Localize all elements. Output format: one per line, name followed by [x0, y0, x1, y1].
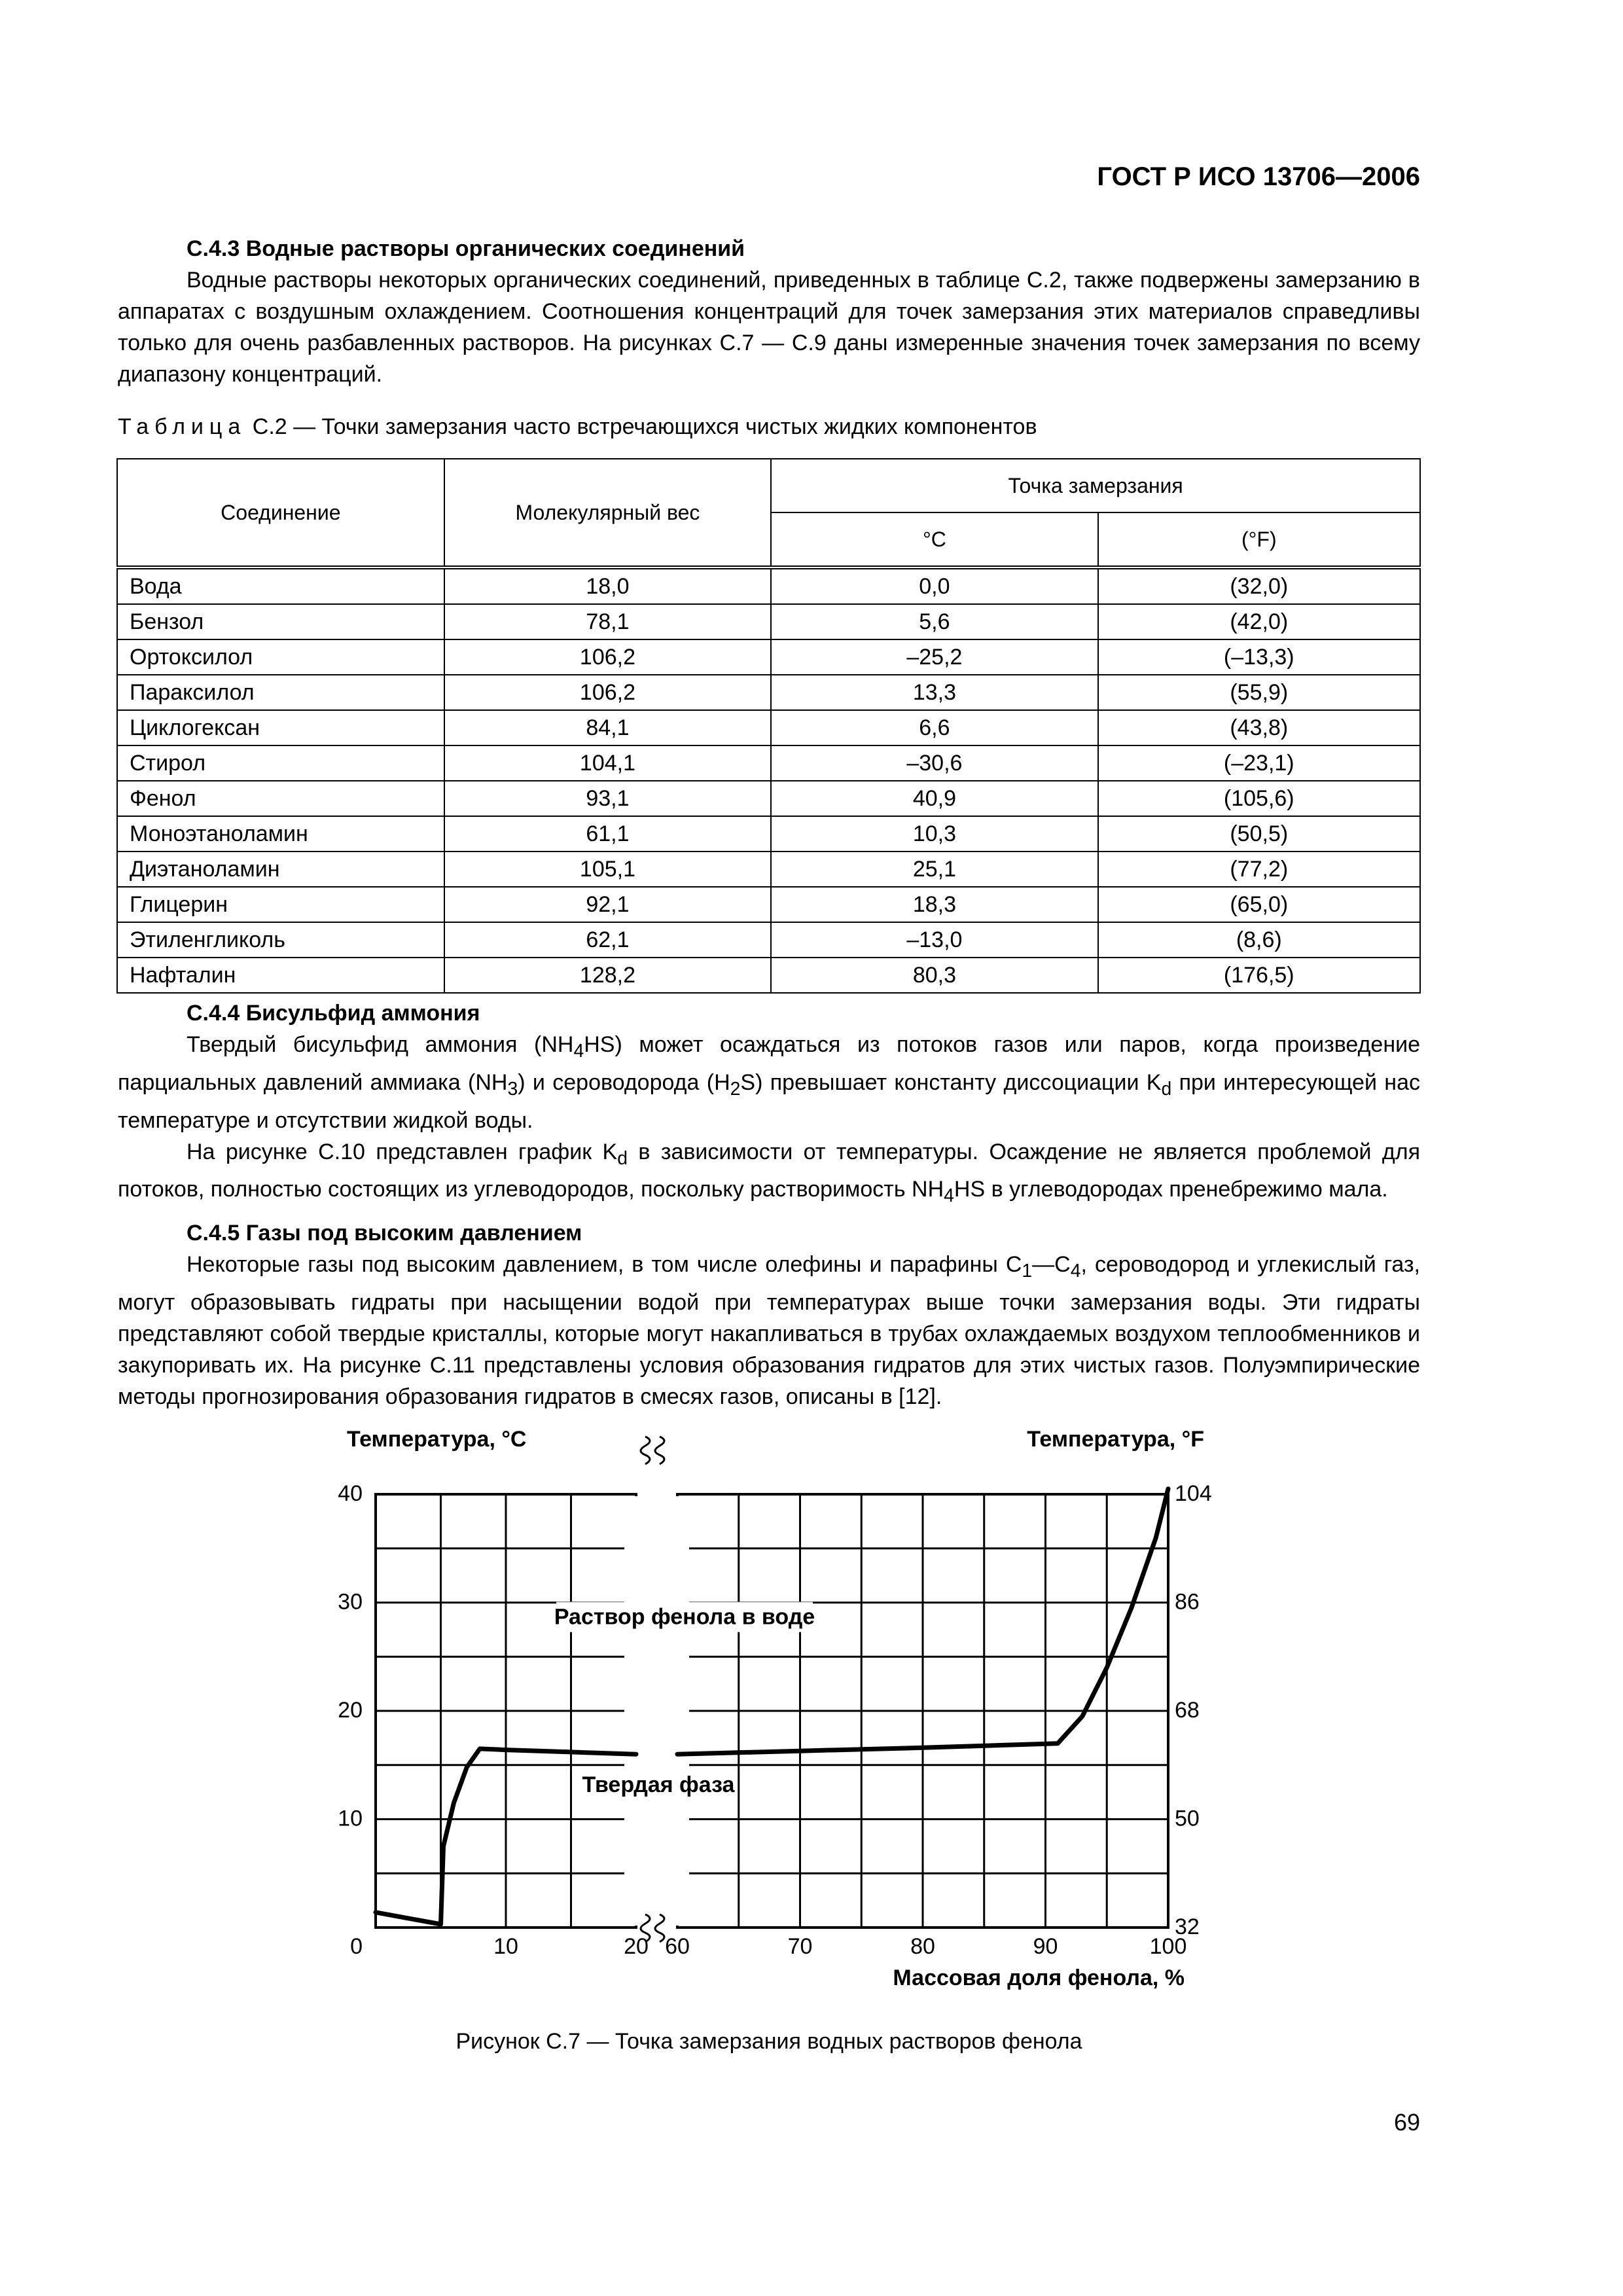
cell-celsius: –30,6: [771, 745, 1097, 781]
cell-celsius: 0,0: [771, 567, 1097, 604]
table-row: [117, 887, 1420, 922]
text-run: HS в углеводородах пренебрежимо мала.: [954, 1177, 1388, 1202]
text-run: Твердый бисульфид аммония (NH: [187, 1032, 574, 1057]
cell-compound: Моноэтаноламин: [117, 816, 444, 852]
x-tick-label: 10: [493, 1934, 518, 1959]
cell-fahrenheit: (176,5): [1098, 958, 1420, 993]
axis-break-gap: [634, 1496, 638, 1926]
cell-molecular-weight: 18,0: [444, 567, 772, 604]
table-row: [117, 958, 1420, 993]
cell-celsius: 80,3: [771, 958, 1097, 993]
cell-compound: Циклогексан: [117, 710, 444, 745]
y-axis-title-right: Температура, °F: [1027, 1427, 1204, 1452]
cell-fahrenheit: (50,5): [1098, 816, 1420, 852]
cell-molecular-weight: 61,1: [444, 816, 772, 852]
cell-fahrenheit: (–23,1): [1098, 745, 1420, 781]
table-row: [117, 675, 1420, 710]
y-tick-label-left: 20: [338, 1698, 363, 1723]
text-run: S) превышает константу диссоциации K: [740, 1069, 1162, 1095]
x-tick-label: 90: [1033, 1934, 1058, 1959]
cell-fahrenheit: (32,0): [1098, 567, 1420, 604]
cell-compound: Нафталин: [117, 958, 444, 993]
cell-molecular-weight: 106,2: [444, 639, 772, 675]
cell-fahrenheit: (65,0): [1098, 887, 1420, 922]
table-row: [117, 922, 1420, 958]
cell-compound: Ортоксилол: [117, 639, 444, 675]
header-molecular-weight: Молекулярный вес: [444, 459, 772, 567]
section-c43: [118, 233, 1420, 390]
cell-compound: Стирол: [117, 745, 444, 781]
figure-caption: Рисунок С.7 — Точка замерзания водных растворов фенола: [455, 2029, 1082, 2054]
table-row: [117, 639, 1420, 675]
cell-molecular-weight: 106,2: [444, 675, 772, 710]
text-run: ) и сероводорода (H: [518, 1069, 730, 1095]
header-celsius: °C: [771, 512, 1097, 567]
axis-break-mark-top: [641, 1437, 650, 1464]
subscript: 2: [730, 1078, 741, 1100]
cell-compound: Фенол: [117, 781, 444, 816]
freezing-points-table: [116, 458, 1421, 994]
x-tick-label: 100: [1149, 1934, 1187, 1959]
y-tick-label-left: 10: [338, 1806, 363, 1831]
table-body: [117, 567, 1420, 993]
cell-celsius: 6,6: [771, 710, 1097, 745]
cell-fahrenheit: (42,0): [1098, 604, 1420, 639]
cell-celsius: 5,6: [771, 604, 1097, 639]
cell-molecular-weight: 104,1: [444, 745, 772, 781]
cell-compound: Вода: [117, 567, 444, 604]
cell-fahrenheit: (43,8): [1098, 710, 1420, 745]
text-run: , сероводород и углекислый газ, могут образовывать гидраты при насыщении водой при температурах выше точки замерзания воды. Эти гидраты представляют собой твердые кристаллы, которые могут накапливаться в трубах охлаждаемых воздухом теплообменников и закупоривать их. На рисунке С.11 представлены условия образования гидратов для этих чистых газов. Полуэмпирические методы прогнозирования образования гидратов в смесях газов, описаны в [12].: [118, 1252, 1420, 1409]
table-row: [117, 852, 1420, 887]
cell-fahrenheit: (–13,3): [1098, 639, 1420, 675]
y-tick-label-left: 30: [338, 1589, 363, 1615]
table-row: [117, 816, 1420, 852]
section-title: С.4.4 Бисульфид аммония: [187, 1001, 480, 1026]
y-axis-title-left: Температура, °C: [347, 1427, 527, 1452]
cell-compound: Глицерин: [117, 887, 444, 922]
text-run: —С: [1032, 1252, 1071, 1277]
cell-molecular-weight: 78,1: [444, 604, 772, 639]
y-tick-label-right: 104: [1175, 1481, 1212, 1506]
header-compound: Соединение: [117, 459, 444, 567]
phenol-freezing-chart: [327, 1427, 1270, 2003]
subscript: 4: [944, 1185, 954, 1207]
cell-celsius: 18,3: [771, 887, 1097, 922]
cell-celsius: 40,9: [771, 781, 1097, 816]
section-title: С.4.3 Водные растворы органических соединений: [187, 236, 745, 261]
cell-celsius: 13,3: [771, 675, 1097, 710]
axis-break-mark-bottom: [655, 1914, 664, 1942]
y-tick-label-left: 0: [350, 1934, 363, 1959]
axis-break-gap: [675, 1496, 679, 1926]
y-tick-label-right: 86: [1175, 1589, 1200, 1615]
table-caption-prefix: Таблица: [118, 414, 247, 439]
header-fahrenheit: (°F): [1098, 512, 1420, 567]
chart-svg: [327, 1427, 1270, 2003]
axis-break-mark-top: [655, 1437, 664, 1464]
text-run: при интересующей нас температуре и отсутствии жидкой воды.: [118, 1069, 1420, 1133]
subscript: 4: [573, 1040, 584, 1062]
paragraph: [118, 1136, 1420, 1212]
cell-fahrenheit: (105,6): [1098, 781, 1420, 816]
cell-molecular-weight: 105,1: [444, 852, 772, 887]
section-c45: [118, 1217, 1420, 1412]
cell-celsius: 10,3: [771, 816, 1097, 852]
table-caption: [118, 411, 1420, 442]
cell-fahrenheit: (55,9): [1098, 675, 1420, 710]
table-row: [117, 604, 1420, 639]
cell-celsius: 25,1: [771, 852, 1097, 887]
subscript: d: [1161, 1078, 1172, 1100]
paragraph: [118, 1249, 1420, 1412]
cell-celsius: –25,2: [771, 639, 1097, 675]
table-row: [117, 745, 1420, 781]
subscript: 3: [507, 1078, 518, 1100]
y-tick-label-right: 32: [1175, 1914, 1200, 1939]
cell-compound: Бензол: [117, 604, 444, 639]
text-run: На рисунке С.10 представлен график K: [187, 1139, 618, 1164]
standard-header: ГОСТ Р ИСО 13706—2006: [1097, 162, 1420, 191]
subscript: 1: [1022, 1260, 1033, 1282]
x-axis-title: Массовая доля фенола, %: [893, 1965, 1185, 1990]
cell-molecular-weight: 93,1: [444, 781, 772, 816]
region-label-liquid: Раствор фенола в воде: [554, 1604, 815, 1630]
subscript: d: [617, 1147, 628, 1169]
cell-molecular-weight: 128,2: [444, 958, 772, 993]
section-c44: [118, 997, 1420, 1211]
cell-fahrenheit: (8,6): [1098, 922, 1420, 958]
header-freezing-point: Точка замерзания: [771, 459, 1420, 512]
cell-compound: Параксилол: [117, 675, 444, 710]
region-label-solid: Твердая фаза: [582, 1772, 735, 1798]
text-run: в зависимости от температуры. Осаждение не является проблемой для потоков, полностью состоящих из углеводородов, поскольку растворимость NH: [118, 1139, 1421, 1202]
x-tick-label: 80: [910, 1934, 935, 1959]
x-tick-label: 60: [665, 1934, 690, 1959]
y-tick-label-right: 50: [1175, 1806, 1200, 1831]
page-number: 69: [1393, 2109, 1420, 2136]
text-run: Некоторые газы под высоким давлением, в том числе олефины и парафины С: [187, 1252, 1022, 1277]
section-title: С.4.5 Газы под высоким давлением: [187, 1221, 582, 1246]
subscript: 4: [1070, 1260, 1081, 1282]
text-run: HS) может осаждаться из потоков газов или паров, когда произведение парциальных давлений аммиака (NH: [118, 1032, 1420, 1095]
table-row: [117, 710, 1420, 745]
table-row: [117, 781, 1420, 816]
cell-molecular-weight: 84,1: [444, 710, 772, 745]
cell-molecular-weight: 62,1: [444, 922, 772, 958]
table-caption-text: С.2 — Точки замерзания часто встречающихся чистых жидких компонентов: [246, 414, 1037, 439]
table-row: [117, 567, 1420, 604]
cell-molecular-weight: 92,1: [444, 887, 772, 922]
cell-celsius: –13,0: [771, 922, 1097, 958]
paragraph: [118, 1029, 1420, 1136]
x-tick-label: 70: [787, 1934, 813, 1959]
y-tick-label-left: 40: [338, 1481, 363, 1506]
y-tick-label-right: 68: [1175, 1698, 1200, 1723]
cell-compound: Этиленгликоль: [117, 922, 444, 958]
paragraph: Водные растворы некоторых органических соединений, приведенных в таблице С.2, также подвержены замерзанию в аппаратах с воздушным охлаждением. Соотношения концентраций для точек замерзания этих материалов справедливы только для очень разбавленных растворов. На рисунках С.7 — С.9 даны измеренные значения точек замерзания по всему диапазону концентраций.: [118, 268, 1420, 387]
cell-fahrenheit: (77,2): [1098, 852, 1420, 887]
cell-compound: Диэтаноламин: [117, 852, 444, 887]
x-tick-label: 20: [624, 1934, 649, 1959]
